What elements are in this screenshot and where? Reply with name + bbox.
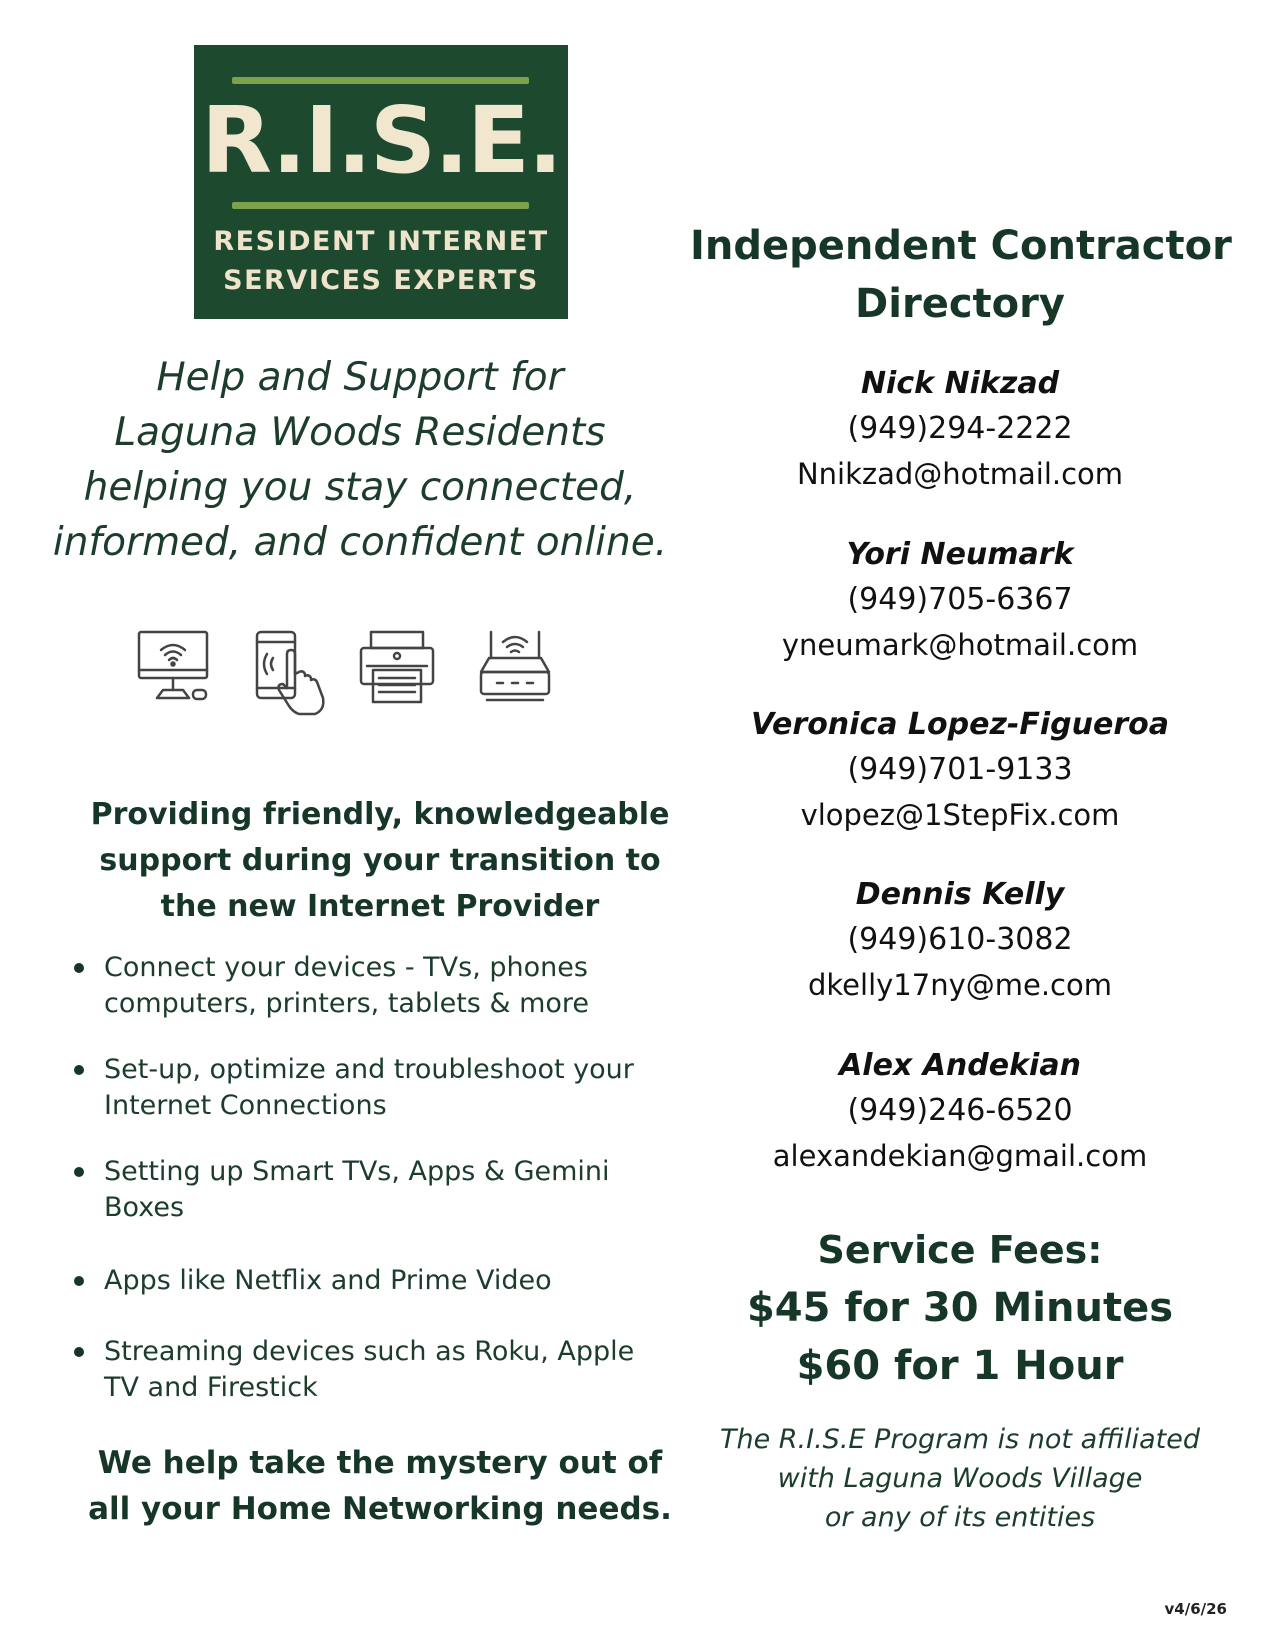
contact-card xyxy=(690,1044,1230,1178)
logo-top-rule xyxy=(232,77,529,84)
directory-title xyxy=(690,217,1230,333)
contact-phone[interactable]: (949)705-6367 xyxy=(847,582,1073,617)
providing-line: Providing friendly, knowledgeable xyxy=(90,797,670,832)
disclaimer xyxy=(690,1420,1230,1537)
providing-line: the new Internet Provider xyxy=(160,889,600,924)
fee-line: $60 for 1 Hour xyxy=(796,1343,1124,1389)
contact-card xyxy=(690,703,1230,837)
contact-name: Nick Nikzad xyxy=(860,366,1060,401)
bullet-icon xyxy=(74,1065,84,1075)
disclaimer-line: or any of its entities xyxy=(824,1502,1096,1533)
tagline-line: informed, and confident online. xyxy=(52,520,668,565)
contact-phone[interactable]: (949)701-9133 xyxy=(847,752,1073,787)
rise-logo xyxy=(194,45,568,319)
tagline xyxy=(40,350,680,570)
tagline-line: Laguna Woods Residents xyxy=(114,410,606,455)
disclaimer-line: with Laguna Woods Village xyxy=(777,1463,1143,1494)
contact-email[interactable]: yneumark@hotmail.com xyxy=(781,628,1139,662)
list-item-line: Set-up, optimize and troubleshoot your xyxy=(104,1054,634,1085)
contact-email[interactable]: Nnikzad@hotmail.com xyxy=(796,457,1124,491)
directory-title-line: Independent Contractor xyxy=(690,223,1232,269)
logo-subtitle-line-1: RESIDENT INTERNET xyxy=(213,226,549,257)
bullet-icon xyxy=(74,963,84,973)
version-label: v4/6/26 xyxy=(1164,1600,1227,1618)
closing-line: all your Home Networking needs. xyxy=(88,1491,672,1527)
list-item-line: TV and Firestick xyxy=(104,1372,318,1403)
contact-phone[interactable]: (949)610-3082 xyxy=(847,922,1073,957)
contact-phone[interactable]: (949)246-6520 xyxy=(847,1093,1073,1128)
contact-name: Dennis Kelly xyxy=(855,877,1065,912)
providing-line: support during your transition to xyxy=(99,843,661,878)
fees-heading: Service Fees: xyxy=(817,1228,1103,1272)
providing-statement xyxy=(60,792,700,930)
list-item-line: Setting up Smart TVs, Apps & Gemini xyxy=(104,1156,610,1187)
logo-mark: R.I.S.E. xyxy=(201,87,561,194)
contact-card xyxy=(690,533,1230,667)
contact-email[interactable]: vlopez@1StepFix.com xyxy=(800,798,1120,832)
contact-name: Yori Neumark xyxy=(846,537,1074,572)
closing-statement xyxy=(60,1440,700,1532)
contact-card xyxy=(690,873,1230,1007)
tablet-touch-icon xyxy=(253,628,343,718)
list-item-line: Apps like Netflix and Prime Video xyxy=(104,1265,552,1296)
bullet-icon xyxy=(74,1167,84,1177)
bullet-icon xyxy=(74,1276,84,1286)
directory-title-line: Directory xyxy=(855,281,1065,327)
computer-wifi-icon xyxy=(135,628,215,708)
printer-icon xyxy=(357,628,437,708)
tagline-line: Help and Support for xyxy=(156,355,564,400)
contact-email[interactable]: alexandekian@gmail.com xyxy=(772,1139,1148,1173)
router-icon xyxy=(475,628,555,708)
disclaimer-line: The R.I.S.E Program is not affiliated xyxy=(720,1424,1200,1455)
contact-name: Veronica Lopez-Figueroa xyxy=(751,707,1169,742)
logo-bottom-rule xyxy=(232,202,529,209)
contact-email[interactable]: dkelly17ny@me.com xyxy=(808,968,1112,1002)
closing-line: We help take the mystery out of xyxy=(97,1445,663,1481)
list-item-line: Boxes xyxy=(104,1192,185,1223)
service-fees xyxy=(690,1221,1230,1395)
list-item-line: computers, printers, tablets & more xyxy=(104,988,590,1019)
list-item-line: Streaming devices such as Roku, Apple xyxy=(104,1336,635,1367)
contact-name: Alex Andekian xyxy=(839,1048,1081,1083)
service-icons xyxy=(135,628,590,728)
list-item-line: Internet Connections xyxy=(104,1090,387,1121)
list-item-line: Connect your devices - TVs, phones xyxy=(104,952,588,983)
contact-card xyxy=(690,362,1230,496)
bullet-icon xyxy=(74,1347,84,1357)
logo-subtitle-line-2: SERVICES EXPERTS xyxy=(223,265,539,296)
fee-line: $45 for 30 Minutes xyxy=(746,1285,1174,1331)
contact-phone[interactable]: (949)294-2222 xyxy=(847,411,1073,446)
tagline-line: helping you stay connected, xyxy=(83,465,637,510)
